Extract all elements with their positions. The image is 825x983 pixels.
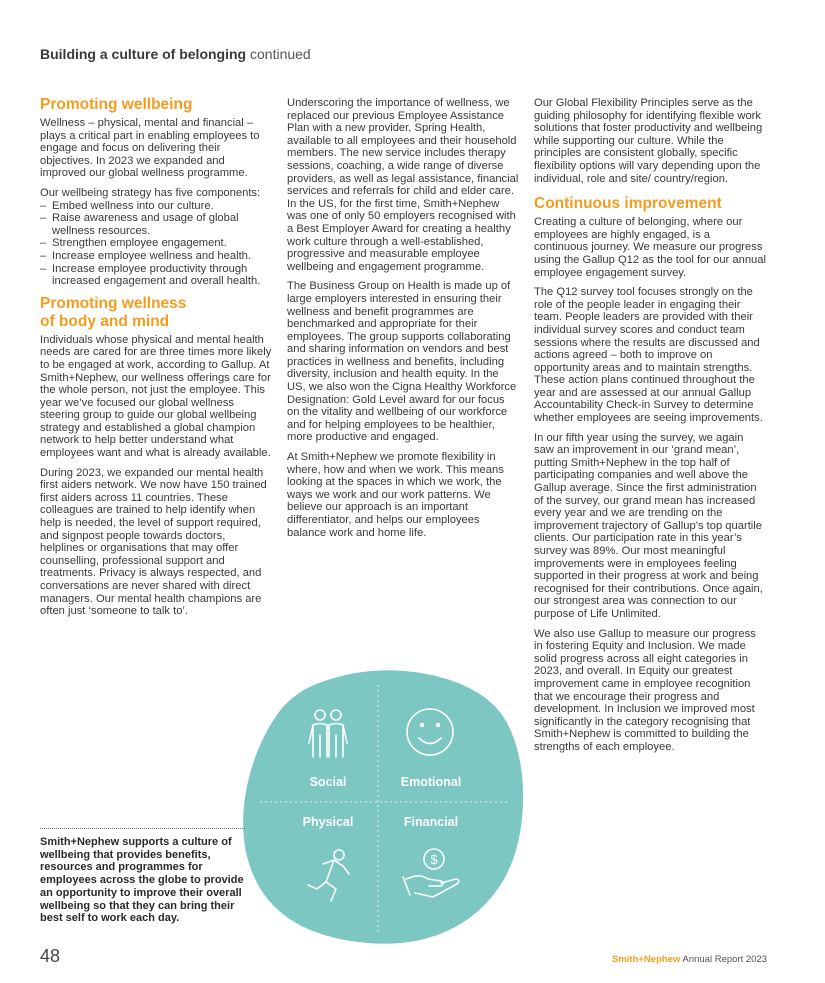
- paragraph: Creating a culture of belonging, where our employees are highly engaged, is a continuous journey. We measure our progress using the Gallup Q12 as the tool for our annual employee engagement survey.: [534, 216, 766, 279]
- footer-report: [612, 954, 767, 965]
- heading-continuous-improvement: Continuous improvement: [534, 195, 722, 213]
- label-social: Social: [309, 775, 347, 789]
- paragraph: During 2023, we expanded our mental health first aiders network. We now have 150 trained first aiders across 11 countries. These colleagues are trained to help identify when help is needed, the level of support required, and signpost people towards doctors, helplines or organisations that may offer counselling, professional support and treatments. Privacy is always respected, and conversations are never shared with direct managers. Our mental health champions are often just ‘someone to talk to’.: [40, 466, 267, 618]
- wellbeing-blob: [238, 667, 526, 947]
- header-continued: continued: [250, 46, 311, 62]
- paragraph: Our wellbeing strategy has five components:: [40, 186, 261, 199]
- svg-text:$: $: [430, 852, 438, 867]
- column-3: [534, 97, 766, 761]
- header-title: Building a culture of belonging: [40, 46, 247, 62]
- label-emotional: Emotional: [400, 775, 462, 789]
- wellbeing-diagram: [238, 667, 526, 947]
- paragraph: Underscoring the importance of wellness, we replaced our previous Employee Assistance Plan with a new provider, Spring Health, available to all employees and their household members. The new service includes therapy sessions, coaching, a wide range of diverse providers, as well as legal assistance, financial services and referrals for child and elder care. In the US, for the first time, Smith+Nephew was one of only 50 employers recognised with a Best Employer Award for creating a healthy work culture through a well-established, progressive and measurable employee wellbeing and engagement programme.: [287, 97, 519, 273]
- page-number: 48: [40, 946, 61, 966]
- paragraph: In our fifth year using the survey, we again saw an improvement in our ‘grand mean’, putting Smith+Nephew in the top half of participating companies and well above the Gallup average. Since the first administration of the survey, our grand mean has increased every year and we are trending on the improvement trajectory of Gallup’s top quartile clients. Our participation rate in this year’s survey was 89%. Our most meaningful improvements were in employees feeling supported in their progress at work and being recognised for their contributions. Once again, our strongest area was connection to our purpose of Life Unlimited.: [534, 431, 763, 620]
- heading-promoting-wellbeing: Promoting wellbeing: [40, 96, 193, 113]
- paragraph: The Q12 survey tool focuses strongly on the role of the people leader in engaging their team. People leaders are provided with their individual survey scores and conduct team sessions where the results are discussed and actions agreed – both to improve on opportunity areas and to maintain strengths. These action plans continued throughout the year and are assessed at our annual Gallup Accountability Check-in Survey to determine whether employees are seeing improvements.: [534, 286, 763, 425]
- column-2: [287, 97, 519, 546]
- paragraph: Wellness – physical, mental and financial – plays a critical part in enabling employees to engage and focus on delivering their objectives. In 2023 we expanded and improved our global wellness programme.: [40, 117, 260, 180]
- footer-brand: Smith+Nephew: [611, 954, 681, 965]
- callout-divider: [40, 828, 245, 829]
- list-item: – Increase employee wellness and health.: [40, 250, 272, 263]
- paragraph: The Business Group on Health is made up of large employers interested in ensuring their wellness and benefit programmes are benchmarked and appropriate for their employees. The group supports collaborating and sharing information on vendors and best practices in wellness and benefits, including diversity, inclusion and health equity. In the US, we also won the Cigna Healthy Workforce Designation: Gold Level award for our focus on the vitality and wellbeing of our workforce and for helping employees to be healthier, more productive and engaged.: [287, 280, 517, 444]
- paragraph: Individuals whose physical and mental health needs are cared for are three times more likely to be engaged at work, according to Gallup. At Smith+Nephew, our wellness offerings care for the whole person, not just the employee. This year we’ve focused our global wellness steering group to guide our global wellbeing strategy and established a global champion network to help better understand what employees want and what is already available.: [40, 333, 272, 460]
- components-list: [40, 200, 272, 288]
- list-item: – Increase employee productivity through increased engagement and overall health.: [40, 263, 272, 288]
- label-financial: Financial: [403, 815, 459, 829]
- label-physical: Physical: [302, 815, 354, 829]
- paragraph: Our Global Flexibility Principles serve as the guiding philosophy for identifying flexible work solutions that foster productivity and wellbeing while supporting our culture. While the principles are consistent globally, specific flexibility options will vary depending upon the individual, role and site/ country/region.: [534, 97, 763, 185]
- paragraph: We also use Gallup to measure our progress in fostering Equity and Inclusion. We made solid progress across all eight categories in 2023, and overall. In Equity our greatest improvement came in employee recognition that we encourage their progress and development. In Inclusion we improved most significantly in the category recognising that Smith+Nephew is committed to building the strengths of each employee.: [534, 627, 756, 753]
- list-item: – Strengthen employee engagement.: [40, 237, 272, 250]
- list-item: – Embed wellness into our culture.: [40, 200, 272, 213]
- page-header: [40, 46, 311, 62]
- list-item: – Raise awareness and usage of global wellness resources.: [40, 212, 272, 237]
- footer-report-title: Annual Report 2023: [682, 954, 767, 965]
- paragraph: At Smith+Nephew we promote flexibility in where, how and when we work. This means looking at the spaces in which we work, the ways we work and our work patterns. We believe our approach is an important differentiator, and helps our employees balance work and home life.: [287, 451, 504, 539]
- callout-text: Smith+Nephew supports a culture of wellbeing that provides benefits, resources and programmes for employees across the globe to provide an opportunity to improve their overall wellbeing so that they can bring their best self to work each day.: [40, 836, 244, 925]
- column-1: [40, 96, 272, 625]
- heading-body-and-mind: Promoting wellness of body and mind: [40, 294, 187, 330]
